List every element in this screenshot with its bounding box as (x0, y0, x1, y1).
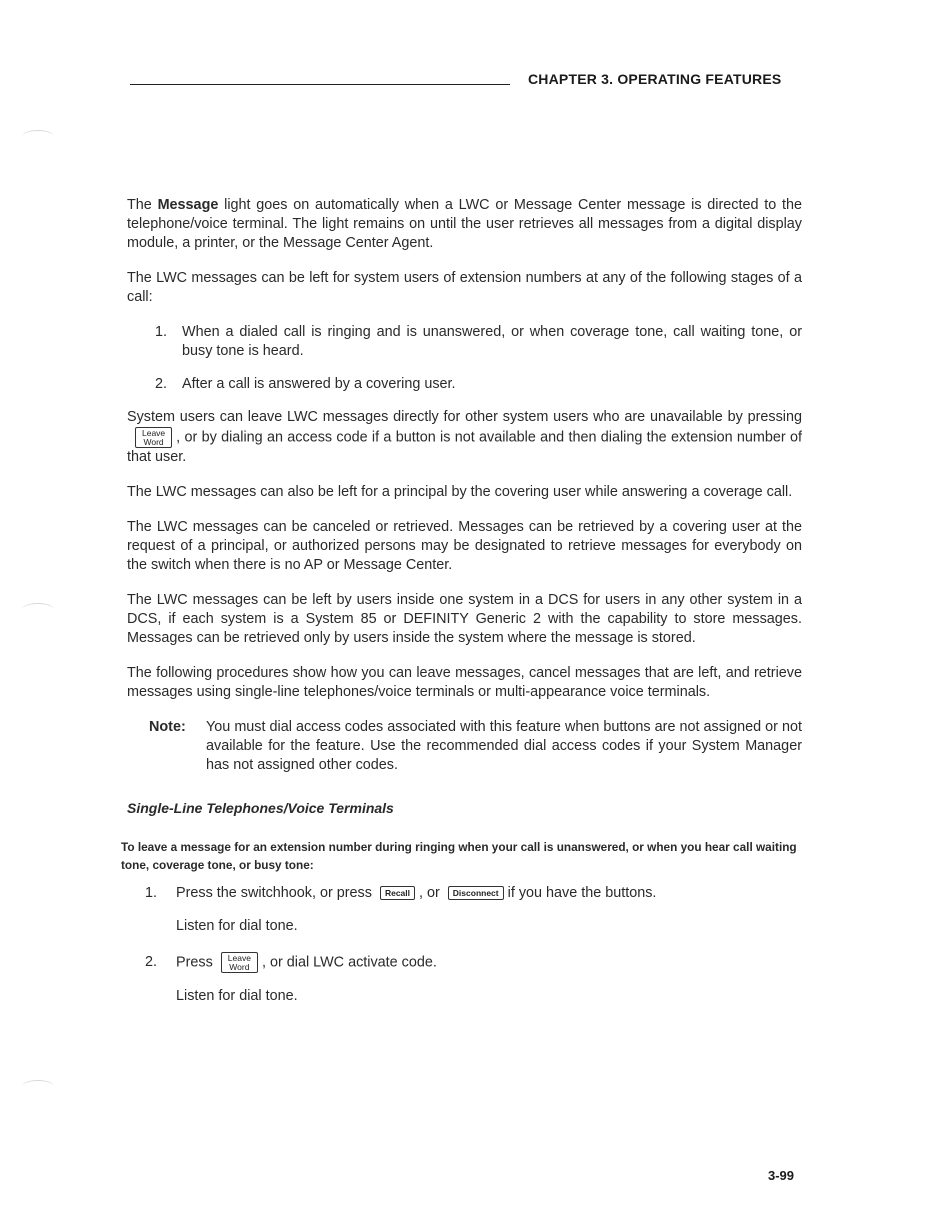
page-number: 3-99 (768, 1168, 795, 1183)
note-label: Note: (149, 719, 186, 735)
list-text: When a dialed call is ringing and is unanswered, or when coverage tone, call waiting tone, or busy tone is heard. (182, 324, 802, 359)
paragraph-stages-intro: The LWC messages can be left for system users of extension numbers at any of the following stages of a call: (127, 270, 802, 305)
paragraph-leave-word: System users can leave LWC messages directly for other system users who are unavailable by pressing Leave Word , or by dialing an access code if a button is not available and then dialing the extension number of that user. (127, 409, 802, 465)
paragraph-message-light: The Message light goes on automatically when a LWC or Message Center message is directed to the telephone/voice terminal. The light remains on until the user retrieves all messages from a digital display module, a printer, or the Message Center Agent. (127, 197, 802, 251)
leave-word-key-icon: Leave Word (221, 952, 258, 973)
paragraph-procedures: The following procedures show how you can leave messages, cancel messages that are left, and retrieve messages using single-line telephones/voice terminals or multi-appearance voice terminals. (127, 665, 802, 700)
margin-mark (22, 603, 54, 616)
list-text: After a call is answered by a covering user. (182, 376, 456, 392)
chapter-title: CHAPTER 3. OPERATING FEATURES (528, 71, 782, 87)
margin-mark (22, 130, 54, 143)
list-number: 2. (155, 376, 168, 392)
message-term: Message (157, 197, 219, 213)
step-text: Press the switchhook, or press Recall , or Disconnect if you have the buttons. (176, 885, 657, 901)
procedure-steps (145, 884, 802, 1006)
document-body (121, 196, 802, 1022)
header-rule (130, 84, 510, 85)
note-text: You must dial access codes associated with this feature when buttons are not assigned or not available for the feature. Use the recommended dial access codes if your System Manager has not assigned other codes. (206, 719, 802, 773)
step-1 (145, 884, 802, 903)
stages-list (155, 323, 802, 394)
step-number: 2. (145, 954, 158, 970)
step-number: 1. (145, 885, 158, 901)
procedure-title: To leave a message for an extension number during ringing when your call is unanswered, or when you hear call waiting tone, coverage tone, or busy tone: (121, 840, 797, 872)
section-heading: Single-Line Telephones/Voice Terminals (127, 800, 394, 816)
step-text: Press Leave Word , or dial LWC activate code. (176, 953, 437, 972)
list-number: 1. (155, 324, 168, 340)
recall-key-icon: Recall (380, 886, 415, 901)
list-item (155, 323, 802, 361)
step-2-result: Listen for dial tone. (176, 988, 298, 1004)
paragraph-dcs: The LWC messages can be left by users inside one system in a DCS for users in any other system in a DCS, if each system is a System 85 or DEFINITY Generic 2 with the capability to store messages. Messages can be retrieved only by users inside the system where the message is stored. (127, 592, 802, 646)
leave-word-key-icon: Leave Word (135, 427, 172, 448)
paragraph-coverage: The LWC messages can also be left for a principal by the covering user while answering a coverage call. (127, 484, 793, 500)
disconnect-key-icon: Disconnect (448, 886, 504, 901)
note-block (149, 718, 802, 775)
step-1-result: Listen for dial tone. (176, 918, 298, 934)
step-2 (145, 952, 802, 973)
paragraph-cancel-retrieve: The LWC messages can be canceled or retrieved. Messages can be retrieved by a covering user at the request of a principal, or authorized persons may be designated to retrieve messages for everybody on the switch when there is no AP or Message Center. (127, 519, 802, 573)
list-item (155, 375, 802, 394)
margin-mark (22, 1080, 54, 1093)
